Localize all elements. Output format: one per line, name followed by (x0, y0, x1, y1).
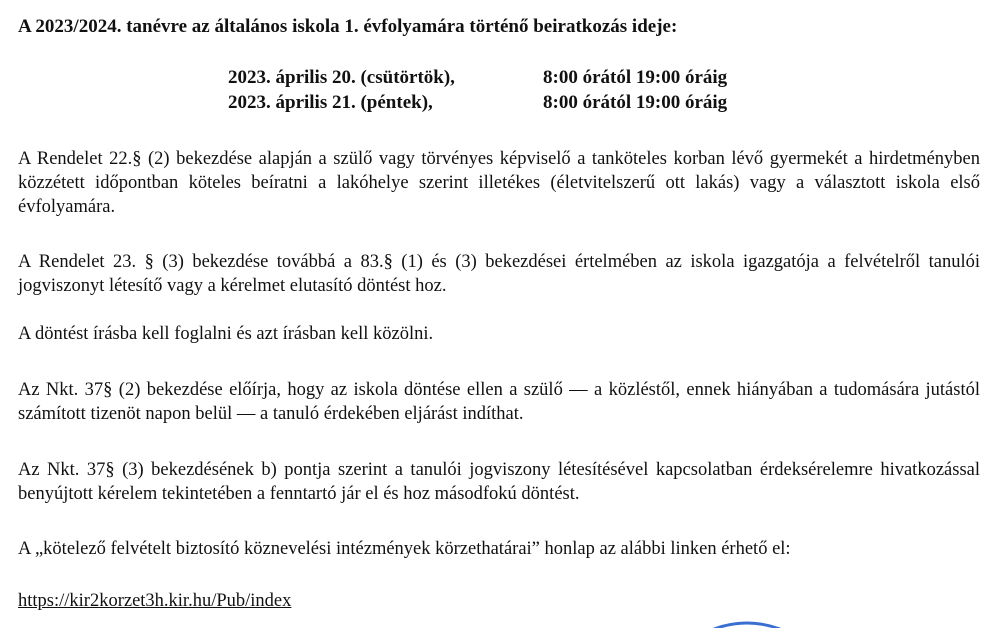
paragraph-rendelet-23: A Rendelet 23. § (3) bekezdése továbbá a 83.§ (1) és (3) bekezdései értelmében az iskola igazgatója a felvételről tanulói jogviszonyt létesítő vagy a kérelmet elutasító döntést hoz. (18, 252, 980, 296)
date-row-2 (228, 92, 727, 117)
date-row-1 (228, 67, 727, 92)
district-boundaries-link[interactable]: https://kir2korzet3h.kir.hu/Pub/index (18, 591, 292, 611)
date-time: 8:00 órától 19:00 óráig (543, 92, 728, 113)
paragraph-nkt-37-2: Az Nkt. 37§ (2) bekezdése előírja, hogy az iskola döntése ellen a szülő — a közléstől, ennek hiányában a tudomására jutástól számított tizenöt napon belül — a tanuló érdekében eljárást indíthat. (18, 380, 980, 424)
date-time: 8:00 órától 19:00 óráig (543, 67, 728, 88)
paragraph-written-decision: A döntést írásba kell foglalni és azt írásban kell közölni. (18, 324, 434, 344)
date-day: 2023. április 21. (péntek), (228, 92, 433, 113)
paragraph-nkt-37-3: Az Nkt. 37§ (3) bekezdésének b) pontja szerint a tanulói jogviszony létesítésével kapcsolatban érdeksérelemre hivatkozással benyújtott kérelem tekintetében a fenntartó jár el és hoz másodfokú döntést. (18, 460, 980, 504)
enrollment-dates (228, 67, 727, 117)
paragraph-rendelet-22: A Rendelet 22.§ (2) bekezdése alapján a szülő vagy törvényes képviselő a tanköteles korban lévő gyermekét a hirdetményben közzétett időpontban köteles beíratni a lakóhelye szerint illetékes (életvitelszerű ott lakás) vagy a választott iskola első évfolyamára. (18, 149, 980, 217)
stamp-arc-icon (712, 617, 782, 628)
date-day: 2023. április 20. (csütörtök), (228, 67, 455, 88)
document-heading: A 2023/2024. tanévre az általános iskola 1. évfolyamára történő beiratkozás ideje: (18, 16, 678, 37)
paragraph-district-boundaries: A „kötelező felvételt biztosító köznevelési intézmények körzethatárai” honlap az alábbi linken érhető el: (18, 539, 791, 559)
stamp-partial (712, 616, 782, 628)
